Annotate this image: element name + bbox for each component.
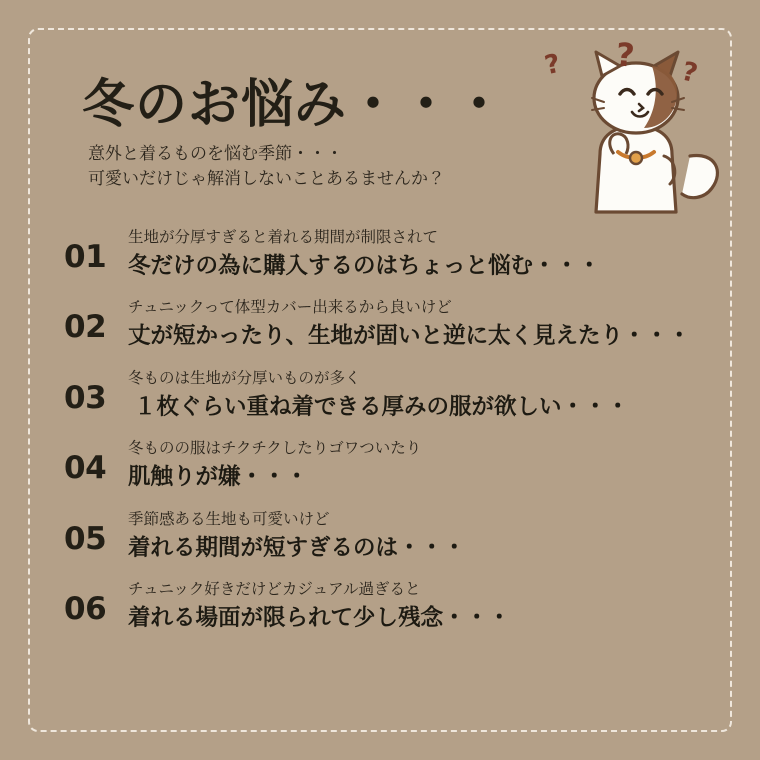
question-mark-icon: ?: [678, 56, 701, 90]
page-title: 冬のお悩み・・・: [82, 76, 507, 134]
subtitle-line-2: 可愛いだけじゃ解消しないことあるませんか？: [88, 169, 445, 188]
list-item-number: 02: [64, 309, 107, 346]
list-item: [64, 228, 704, 281]
puzzled-cat-illustration: [540, 36, 736, 232]
list-item: [64, 298, 704, 351]
list-item: [64, 580, 704, 633]
question-mark-icon: ?: [614, 35, 636, 75]
list-item-maintext: １枚ぐらい重ね着できる厚みの服が欲しい・・・: [134, 393, 630, 419]
list-item-subtext: 生地が分厚すぎると着れる期間が制限されて: [128, 229, 439, 246]
list-item-texts: [126, 510, 704, 563]
list-item-texts: [126, 580, 704, 633]
list-item-subtext: チュニック好きだけどカジュアル過ぎると: [128, 581, 421, 599]
list-item-maintext: 丈が短かったり、生地が固いと逆に太く見えたり・・・: [128, 323, 691, 349]
list-item-texts: [126, 439, 704, 492]
list-item-maintext: 着れる期間が短すぎるのは・・・: [128, 534, 466, 560]
list-item-texts: [126, 228, 704, 281]
question-mark-icon: ?: [542, 48, 564, 82]
list-item-number: 01: [64, 239, 107, 275]
list-item-subtext: 冬ものの服はチクチクしたりゴワついたり: [128, 440, 422, 458]
subtitle-line-1: 意外と着るものを悩む季節・・・: [88, 144, 343, 163]
list-item-texts: [126, 298, 704, 351]
worry-list: [64, 228, 704, 651]
list-item-texts: [126, 369, 704, 422]
list-item-number: 05: [64, 520, 107, 557]
list-item-subtext: 冬ものは生地が分厚いものが多く: [128, 369, 361, 387]
list-item-subtext: 季節感ある生地も可愛いけど: [128, 510, 330, 528]
list-item-maintext: 肌触りが嫌・・・: [128, 464, 309, 490]
list-item-number: 04: [64, 450, 107, 487]
list-item-number: 03: [64, 379, 107, 416]
list-item: [64, 439, 704, 492]
list-item-maintext: 冬だけの為に購入するのはちょっと悩む・・・: [128, 252, 601, 278]
list-item-subtext: チュニックって体型カバー出来るから良いけど: [128, 299, 452, 317]
list-item-number: 06: [64, 591, 107, 628]
list-item: [64, 369, 704, 422]
list-item: [64, 510, 704, 563]
list-item-maintext: 着れる場面が限られて少し残念・・・: [128, 605, 511, 631]
cat-svg: [540, 36, 736, 232]
